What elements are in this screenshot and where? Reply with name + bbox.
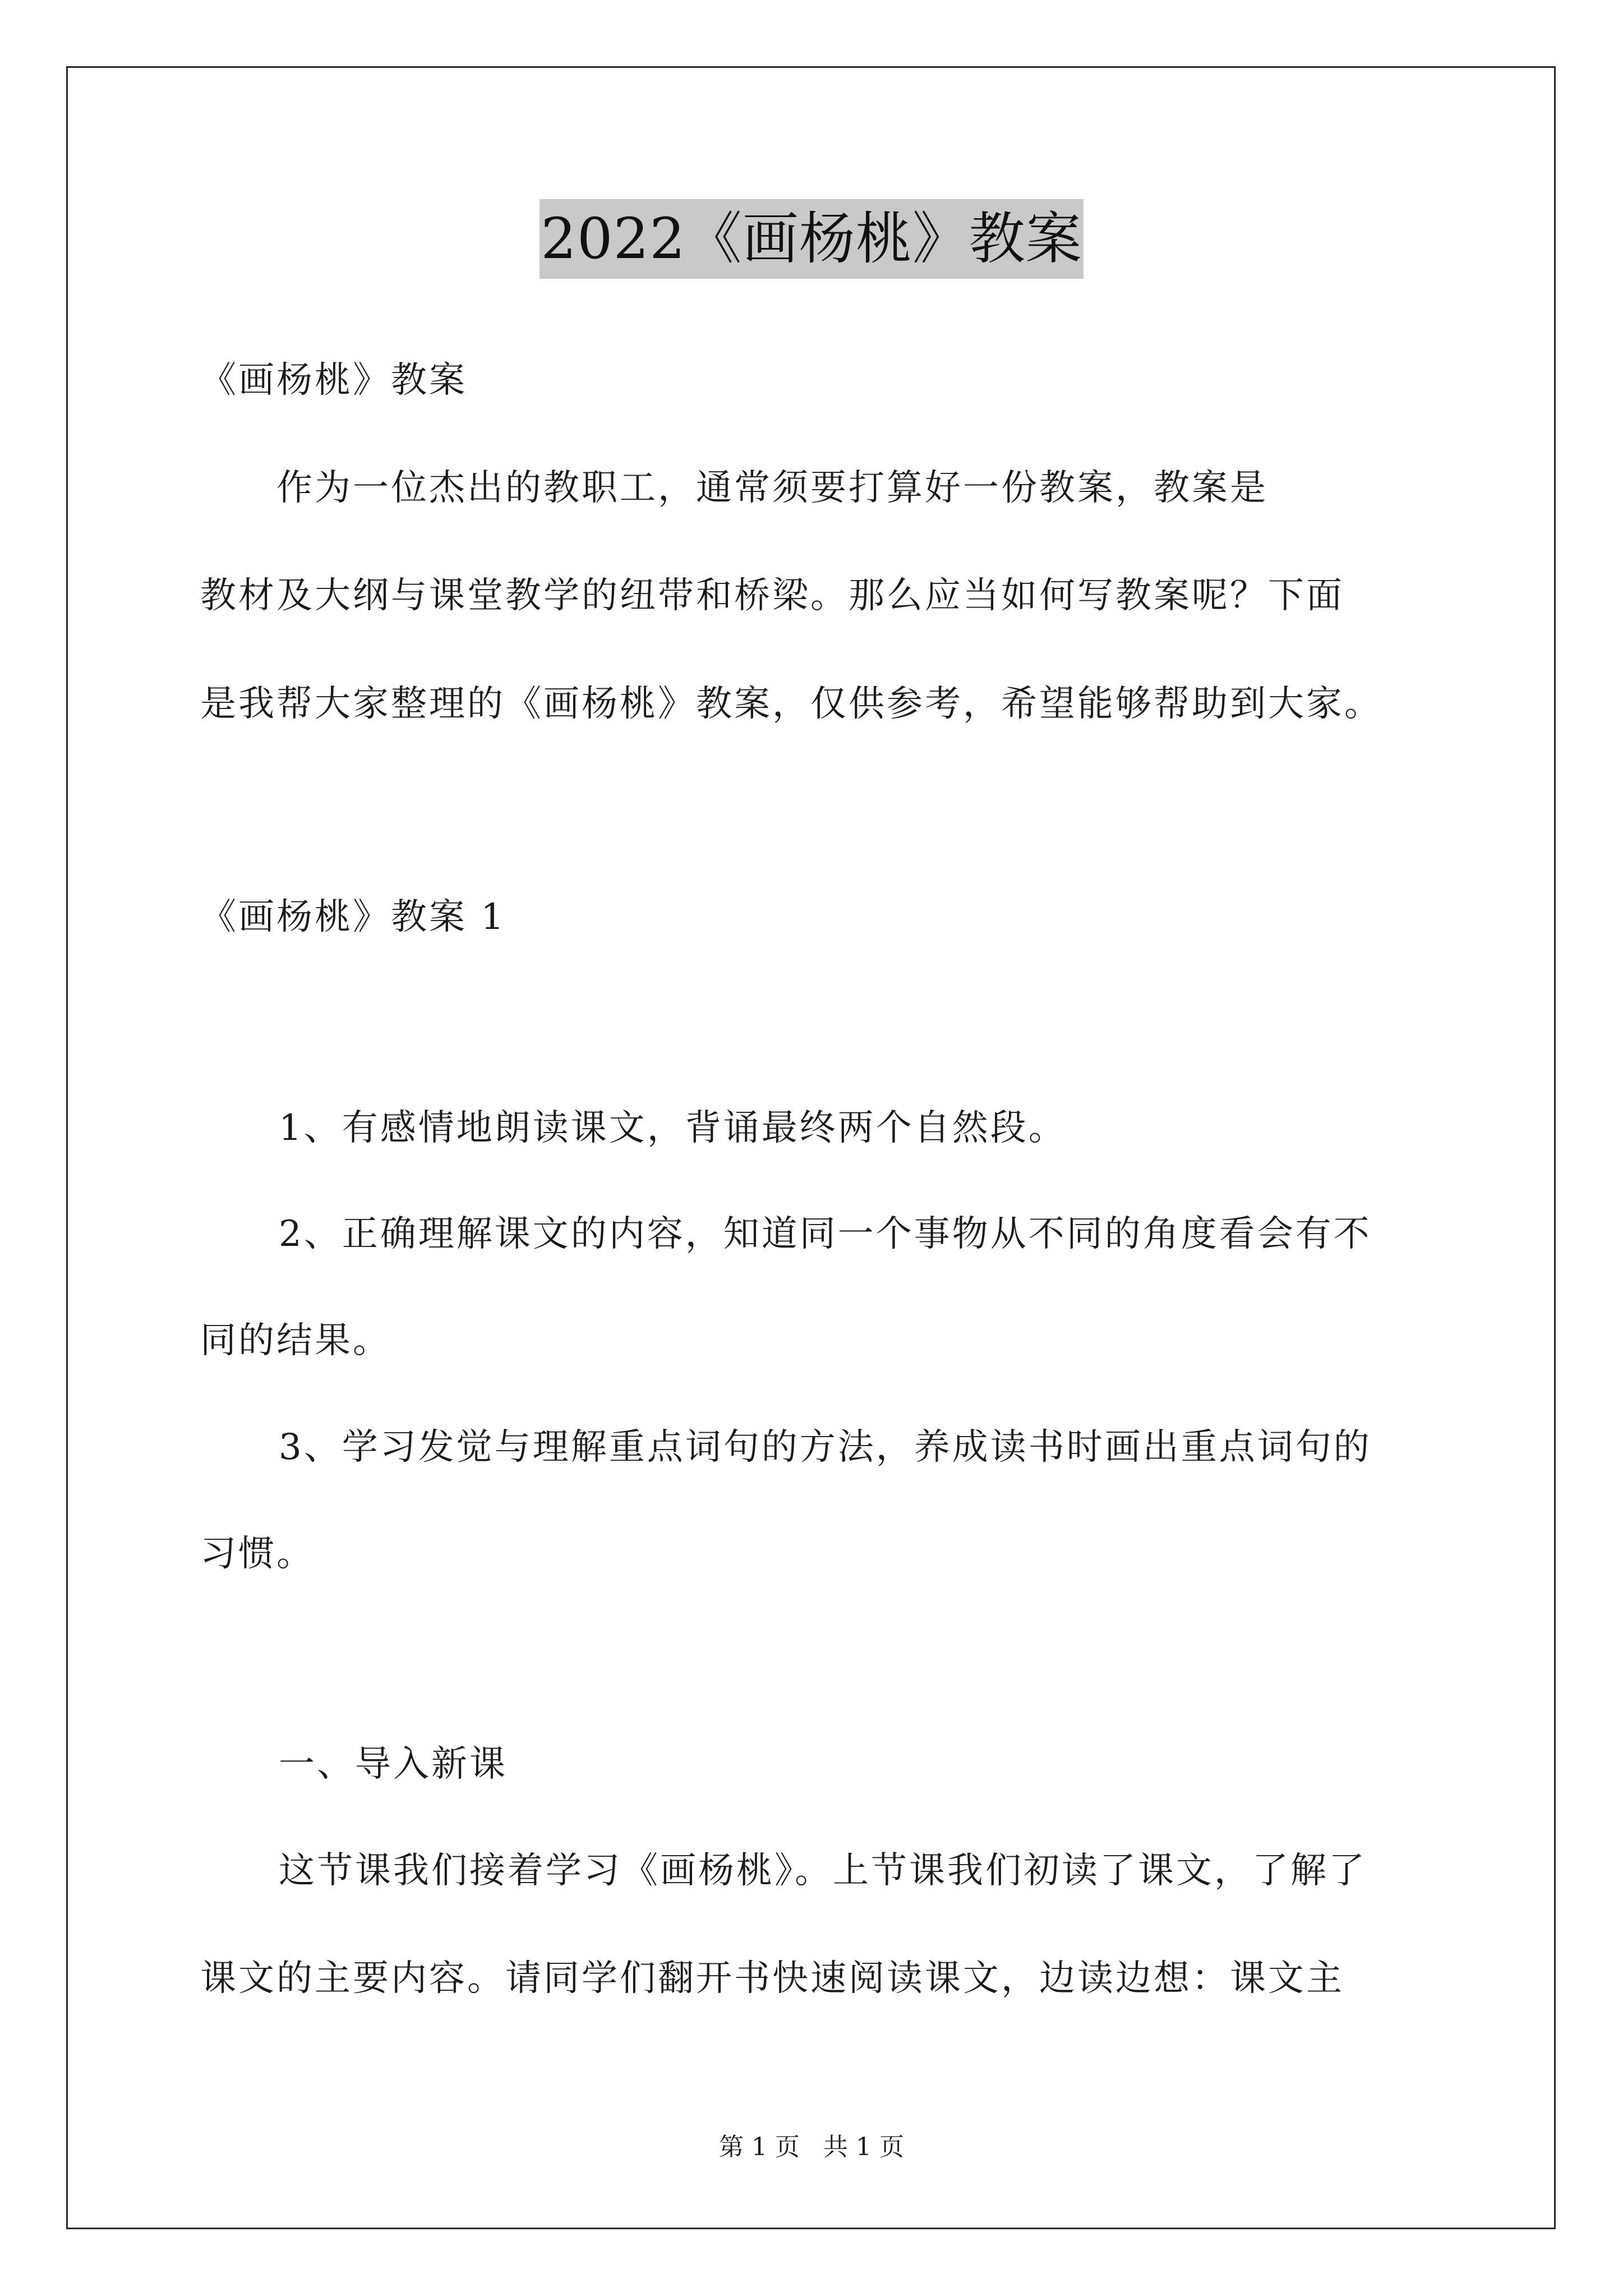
step-1-line-2: 课文的主要内容。请同学们翻开书快速阅读课文，边读边想：课文主	[200, 1958, 1344, 1999]
objective-3-line-2: 习惯。	[200, 1533, 315, 1575]
intro-line-2: 教材及大纲与课堂教学的纽带和桥梁。那么应当如何写教案呢？下面	[200, 575, 1344, 616]
document-title: 2022《画杨桃》教案	[540, 199, 1083, 279]
page-number-current: 第 1 页	[719, 2133, 800, 2161]
objective-1: 1、有感情地朗读课文，背诵最终两个自然段。	[279, 1107, 1067, 1149]
title-container	[0, 199, 1623, 279]
objective-2-line-1: 2、正确理解课文的内容，知道同一个事物从不同的角度看会有不	[279, 1213, 1372, 1255]
intro-line-1: 作为一位杰出的教职工，通常须要打算好一份教案，教案是	[200, 467, 1268, 509]
intro-line-3: 是我帮大家整理的《画杨桃》教案，仅供参考，希望能够帮助到大家。	[200, 683, 1382, 725]
page-number-total: 共 1 页	[823, 2133, 904, 2161]
objective-2-line-2: 同的结果。	[200, 1320, 391, 1361]
subtitle-line: 《画杨桃》教案	[200, 360, 467, 401]
objective-3-line-1: 3、学习发觉与理解重点词句的方法，养成读书时画出重点词句的	[279, 1427, 1372, 1468]
step-heading-1: 一、导入新课	[279, 1743, 508, 1785]
step-1-line-1: 这节课我们接着学习《画杨桃》。上节课我们初读了课文，了解了	[279, 1850, 1367, 1892]
section-heading-1: 《画杨桃》教案 1	[200, 896, 506, 938]
page-footer	[0, 2131, 1623, 2164]
